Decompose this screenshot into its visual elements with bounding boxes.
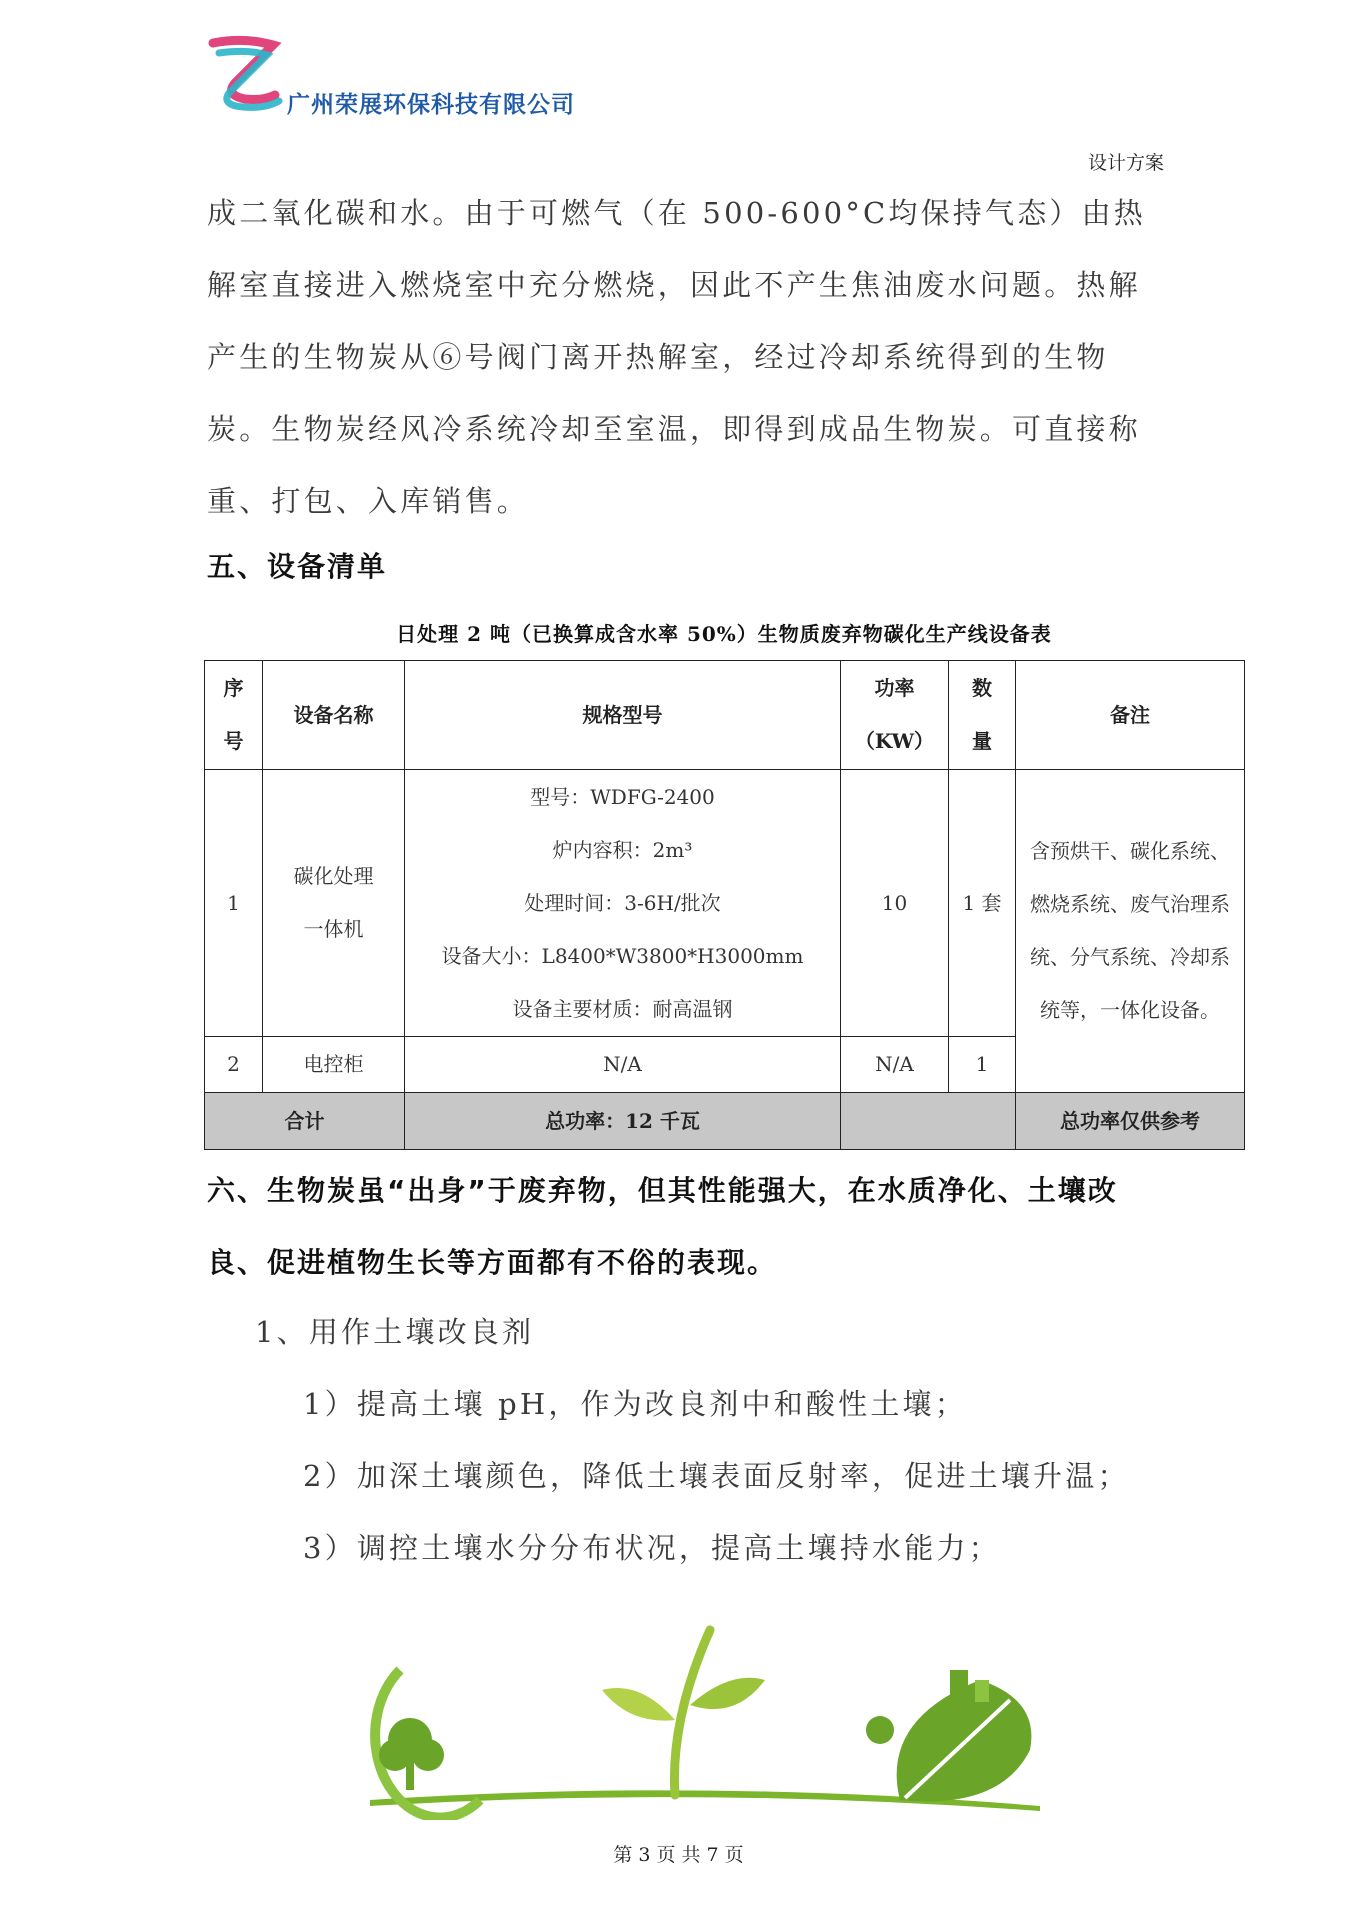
spec-material: 设备主要材质：耐高温钢 <box>512 996 733 1021</box>
cell-spec: N/A <box>405 1037 841 1093</box>
table-header-row <box>205 661 1245 770</box>
cell-qty: 1 套 <box>949 770 1016 1037</box>
company-logo <box>205 35 285 115</box>
sprout-icon <box>602 1630 765 1795</box>
table-caption: 日处理 2 吨（已换算成含水率 50%）生物质废弃物碳化生产线设备表 <box>396 622 1052 646</box>
col-header-name: 设备名称 <box>263 661 405 770</box>
svg-text:Z: Z <box>244 87 246 88</box>
col-header-spec: 规格型号 <box>405 661 841 770</box>
eco-footer-illustration <box>340 1610 1080 1820</box>
company-name: 广州荣展环保科技有限公司 <box>287 92 575 118</box>
cell-spec <box>405 770 841 1037</box>
cell-power: 10 <box>841 770 949 1037</box>
cell-index: 1 <box>205 770 263 1037</box>
total-note: 总功率仅供参考 <box>1016 1093 1245 1150</box>
spec-model: 型号：WDFG-2400 <box>530 784 715 809</box>
table-row <box>205 770 1245 1037</box>
cell-qty: 1 <box>949 1037 1016 1093</box>
col-header-index: 序 号 <box>205 661 263 770</box>
total-empty <box>841 1093 1016 1150</box>
intro-paragraph: 成二氧化碳和水。由于可燃气（在 500-600°C均保持气态）由热解室直接进入燃烧室中充分燃烧，因此不产生焦油废水问题。热解产生的生物炭从⑥号阀门离开热解室，经过冷却系统得到的生物炭。生物炭经风冷系统冷却至室温，即得到成品生物炭。可直接称重、打包、入库销售。 <box>207 196 1147 518</box>
leaf-city-icon <box>866 1670 1031 1801</box>
col-header-power: 功率 （KW） <box>841 661 949 770</box>
cell-name: 电控柜 <box>263 1037 405 1093</box>
subsection-soil-amendment: 1、用作土壤改良剂 <box>255 1315 535 1349</box>
total-label: 合计 <box>205 1093 405 1150</box>
list-item: 3）调控土壤水分分布状况，提高土壤持水能力； <box>303 1531 1001 1565</box>
cell-index: 2 <box>205 1037 263 1093</box>
col-header-qty: 数 量 <box>949 661 1016 770</box>
list-item: 2）加深土壤颜色，降低土壤表面反射率，促进土壤升温； <box>303 1459 1130 1493</box>
spec-time: 处理时间：3-6H/批次 <box>524 890 721 915</box>
spec-volume: 炉内容积：2m³ <box>552 837 693 862</box>
list-item: 1）提高土壤 pH，作为改良剂中和酸性土壤； <box>303 1387 967 1421</box>
equipment-table <box>204 660 1245 1150</box>
cell-name: 碳化处理 一体机 <box>263 770 405 1037</box>
page-number: 第 3 页 共 7 页 <box>613 1844 744 1866</box>
total-power: 总功率：12 千瓦 <box>405 1093 841 1150</box>
section-heading-equipment-list: 五、设备清单 <box>207 550 388 583</box>
spec-size: 设备大小：L8400*W3800*H3000mm <box>441 943 804 968</box>
section-heading-biochar: 六、生物炭虽“出身”于废弃物，但其性能强大，在水质净化、土壤改良、促进植物生长等方面都有不俗的表现。 <box>207 1174 1118 1279</box>
cell-power: N/A <box>841 1037 949 1093</box>
table-total-row <box>205 1093 1245 1150</box>
col-header-remark: 备注 <box>1016 661 1245 770</box>
document-type-label: 设计方案 <box>1087 152 1164 174</box>
cell-remark: 含预烘干、碳化系统、燃烧系统、废气治理系统、分气系统、冷却系统等，一体化设备。 <box>1016 770 1245 1093</box>
